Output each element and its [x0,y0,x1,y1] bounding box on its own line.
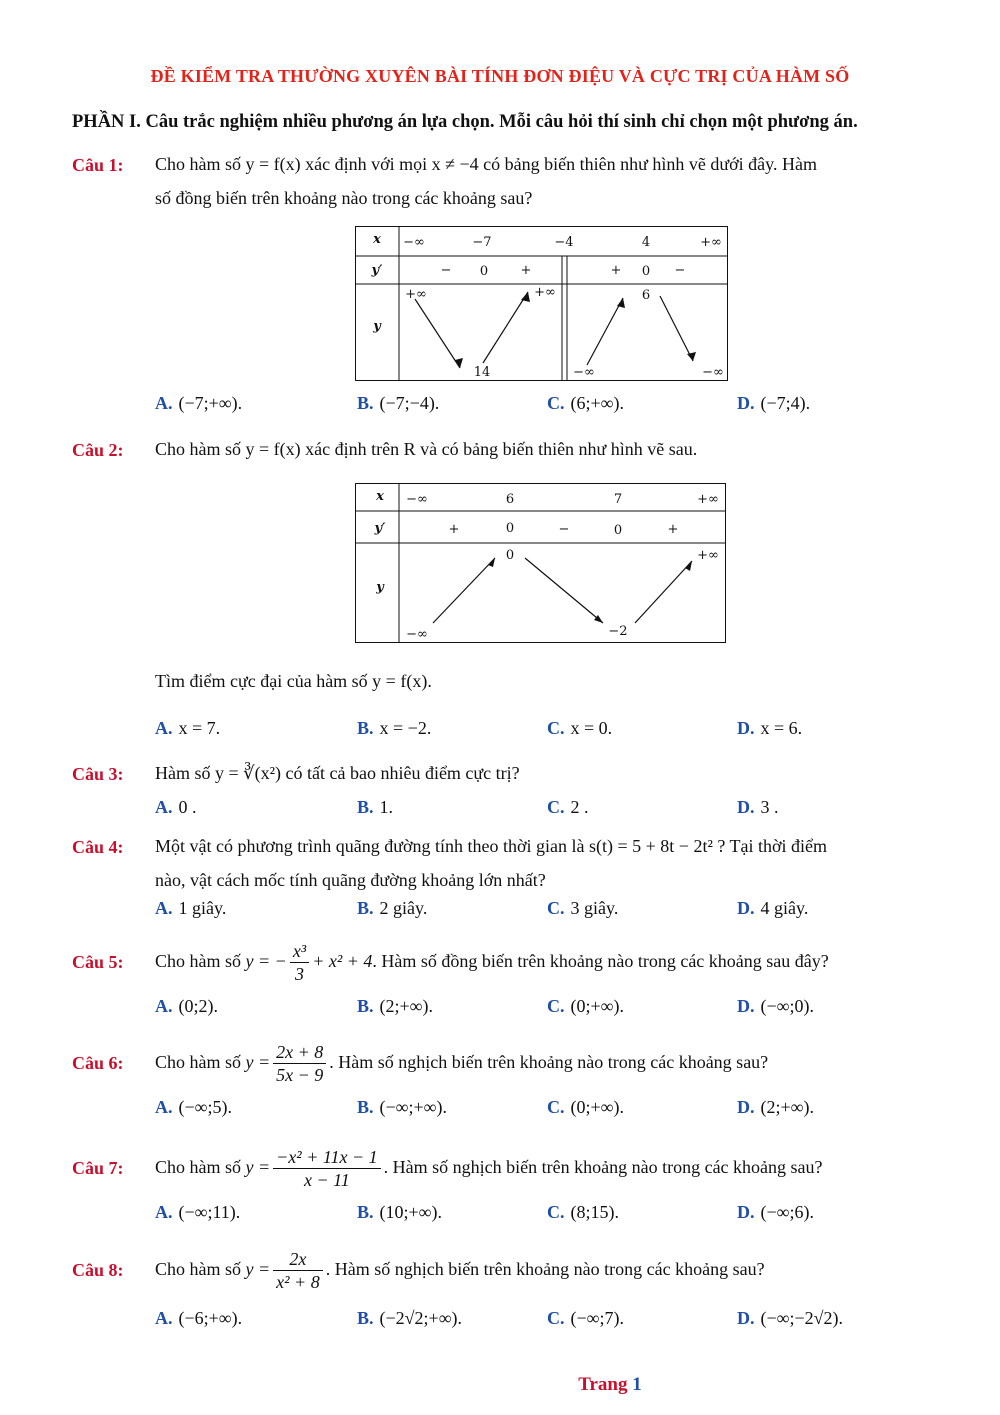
question-6-label: Câu 6: [72,1053,124,1073]
question-5-option-b[interactable] [357,996,433,1017]
option-letter: D. [737,718,755,738]
option-letter: D. [737,393,755,413]
question-5-option-d[interactable] [737,996,814,1017]
sign: + [610,263,622,278]
option-text: (−7;4). [760,393,811,413]
option-text: (−∞;0). [760,996,814,1016]
option-text: (−6;+∞). [178,1308,243,1328]
question-5-text [155,937,935,985]
sign: 0 [641,264,651,279]
question-6-text [155,1038,935,1086]
question-7-option-b[interactable] [357,1202,442,1223]
option-text: (−7;−4). [379,393,440,413]
option-text: 2 giây. [379,898,428,918]
option-letter: D. [737,996,755,1016]
question-8-option-b[interactable] [357,1308,462,1329]
y-value: +∞ [405,287,427,302]
option-letter: B. [357,1097,374,1117]
option-text: (8;15). [570,1202,619,1222]
question-3-text: Hàm số y = ∛(x²) có tất cả bao nhiêu điểm cực trị? [155,763,520,783]
question-3-option-b[interactable] [357,797,393,818]
option-letter: D. [737,1202,755,1222]
option-text: x = 7. [178,718,221,738]
question-4-option-b[interactable] [357,898,427,919]
option-letter: C. [547,996,565,1016]
question-4-option-d[interactable] [737,898,808,919]
option-text: x = 0. [570,718,613,738]
question-6-prompt: . Hàm số nghịch biến trên khoảng nào trong các khoảng sau? [329,1052,769,1072]
y-value: 14 [473,365,491,380]
sign: 0 [613,523,623,538]
option-letter: C. [547,393,565,413]
y-value: 0 [505,548,515,563]
question-1-option-d[interactable] [737,393,810,414]
question-7-option-d[interactable] [737,1202,814,1223]
question-3-option-a[interactable] [155,797,197,818]
y-value: −∞ [573,365,595,380]
option-text: (−∞;−2√2). [760,1308,844,1328]
option-letter: B. [357,1308,374,1328]
fraction-numerator: 2x [273,1248,323,1271]
option-letter: A. [155,718,173,738]
row-label-x: x [376,489,384,504]
y-value: −∞ [406,627,428,642]
y-value: −2 [608,624,628,639]
option-text: (0;+∞). [570,1097,624,1117]
x-value: −7 [472,235,492,250]
fraction-denominator: x − 11 [303,1170,350,1191]
option-text: (0;+∞). [570,996,624,1016]
x-value: −4 [554,235,574,250]
option-letter: B. [357,1202,374,1222]
row-label-y: y [373,319,381,334]
fraction-denominator: x² + 8 [276,1272,320,1293]
formula-fraction [273,1041,326,1086]
option-letter: C. [547,797,565,817]
question-7-prompt: . Hàm số nghịch biến trên khoảng nào trong các khoảng sau? [383,1157,823,1177]
document-title: ĐỀ KIỂM TRA THƯỜNG XUYÊN BÀI TÍNH ĐƠN ĐIỆU VÀ CỰC TRỊ CỦA HÀM SỐ [150,66,850,86]
question-5-intro: Cho hàm số [155,951,242,971]
question-1-option-c[interactable] [547,393,624,414]
option-letter: A. [155,996,173,1016]
option-letter: B. [357,797,374,817]
y-value: −∞ [702,365,724,380]
question-7-intro: Cho hàm số [155,1157,242,1177]
question-2-option-a[interactable] [155,718,220,739]
formula-lhs: y = [245,1052,271,1072]
x-value: 4 [641,235,651,250]
x-value: +∞ [700,235,722,250]
question-6-intro: Cho hàm số [155,1052,242,1072]
question-1-option-b[interactable] [357,393,439,414]
option-letter: D. [737,1308,755,1328]
x-value: 7 [613,492,623,507]
fraction-numerator: x³ [290,940,309,963]
row-label-y-prime: y′ [371,263,383,278]
question-2-text: Cho hàm số y = f(x) xác định trên R và có bảng biến thiên như hình vẽ sau. [155,439,698,459]
y-value: +∞ [697,548,719,563]
option-letter: A. [155,1202,173,1222]
option-letter: D. [737,797,755,817]
question-2-followup: Tìm điểm cực đại của hàm số y = f(x). [155,671,432,691]
question-4-line-1: Một vật có phương trình quãng đường tính theo thời gian là s(t) = 5 + 8t − 2t² ? Tại thời điểm [155,836,828,856]
option-letter: C. [547,898,565,918]
x-value: −∞ [406,492,428,507]
question-2-option-b[interactable] [357,718,431,739]
y-value: +∞ [534,285,556,300]
question-1-option-a[interactable] [155,393,242,414]
option-letter: A. [155,1308,173,1328]
question-6-option-a[interactable] [155,1097,232,1118]
question-2-option-c[interactable] [547,718,612,739]
fraction-numerator: −x² + 11x − 1 [273,1146,380,1169]
question-3-option-c[interactable] [547,797,589,818]
question-5-label: Câu 5: [72,952,124,972]
page-number: 1 [632,1374,642,1395]
option-letter: A. [155,1097,173,1117]
option-text: (2;+∞). [379,996,433,1016]
page-footer [0,1374,1000,1396]
question-1-text [155,147,935,215]
x-value: −∞ [403,235,425,250]
x-value: 6 [505,492,515,507]
option-letter: B. [357,996,374,1016]
fraction-denominator: 3 [295,964,304,985]
question-8-option-d[interactable] [737,1308,843,1329]
option-text: (−∞;7). [570,1308,624,1328]
sign: − [440,263,452,278]
question-1-line-2: số đồng biến trên khoảng nào trong các khoảng sau? [155,188,533,208]
question-8-intro: Cho hàm số [155,1259,242,1279]
option-text: 1. [379,797,394,817]
sign: + [667,522,679,537]
option-text: 2 . [570,797,589,817]
question-8-label: Câu 8: [72,1260,124,1280]
question-1-label: Câu 1: [72,155,124,175]
question-2-option-d[interactable] [737,718,802,739]
question-3-label: Câu 3: [72,764,124,784]
option-letter: D. [737,898,755,918]
question-4-option-a[interactable] [155,898,226,919]
sign: − [674,263,686,278]
option-text: (−2√2;+∞). [379,1308,463,1328]
option-text: (−∞;6). [760,1202,814,1222]
question-2-label: Câu 2: [72,440,124,460]
option-letter: B. [357,718,374,738]
question-7-option-a[interactable] [155,1202,240,1223]
question-8-option-c[interactable] [547,1308,624,1329]
question-7-option-c[interactable] [547,1202,619,1223]
question-1-line-1: Cho hàm số y = f(x) xác định với mọi x ≠ −4 có bảng biến thiên như hình vẽ dưới đây. Hàm [155,154,817,174]
question-1-variation-table [355,226,730,382]
question-4-text [155,829,935,897]
option-text: x = 6. [760,718,803,738]
option-letter: D. [737,1097,755,1117]
question-4-option-c[interactable] [547,898,618,919]
question-5-option-a[interactable] [155,996,218,1017]
fraction-denominator: 5x − 9 [276,1065,324,1086]
option-text: (−∞;5). [178,1097,232,1117]
option-text: 3 . [760,797,779,817]
option-letter: B. [357,393,374,413]
sign: 0 [479,264,489,279]
y-value: 6 [641,288,651,303]
option-letter: A. [155,898,173,918]
formula-lhs: y = [245,1157,271,1177]
option-text: (−7;+∞). [178,393,243,413]
option-text: 3 giây. [570,898,619,918]
question-8-prompt: . Hàm số nghịch biến trên khoảng nào trong các khoảng sau? [325,1259,765,1279]
option-letter: B. [357,898,374,918]
option-text: (−∞;+∞). [379,1097,447,1117]
option-letter: C. [547,1097,565,1117]
question-3-option-d[interactable] [737,797,779,818]
formula-fraction [273,1248,323,1293]
question-4-label: Câu 4: [72,837,124,857]
option-text: (6;+∞). [570,393,624,413]
fraction-numerator: 2x + 8 [273,1041,326,1064]
option-letter: C. [547,718,565,738]
option-text: (−∞;11). [178,1202,241,1222]
formula-rest: + x² + 4 [312,951,373,971]
row-label-y: y [376,580,384,595]
row-label-x: x [373,232,381,247]
question-6-option-d[interactable] [737,1097,814,1118]
formula-lhs: y = − [245,951,287,971]
option-text: 0 . [178,797,197,817]
option-letter: A. [155,797,173,817]
row-label-y-prime: y′ [374,521,386,536]
option-text: (2;+∞). [760,1097,814,1117]
question-8-option-a[interactable] [155,1308,242,1329]
option-letter: A. [155,393,173,413]
option-text: 4 giây. [760,898,809,918]
option-text: 1 giây. [178,898,227,918]
option-letter: C. [547,1202,565,1222]
option-text: (0;2). [178,996,218,1016]
x-value: +∞ [697,492,719,507]
footer-label: Trang [578,1374,628,1395]
question-7-text [155,1143,935,1191]
option-text: x = −2. [379,718,432,738]
section-heading: PHẦN I. Câu trắc nghiệm nhiều phương án lựa chọn. Mỗi câu hỏi thí sinh chỉ chọn một phương án. [72,112,858,132]
formula-lhs: y = [245,1259,271,1279]
question-7-label: Câu 7: [72,1158,124,1178]
sign: − [558,522,570,537]
question-4-line-2: nào, vật cách mốc tính quãng đường khoảng lớn nhất? [155,870,546,890]
sign: + [448,522,460,537]
sign: + [520,263,532,278]
option-text: (10;+∞). [379,1202,442,1222]
sign: 0 [505,521,515,536]
formula-fraction [273,1146,380,1191]
question-2-variation-table [355,483,728,644]
question-6-option-b[interactable] [357,1097,447,1118]
formula-fraction [290,940,309,985]
question-8-text [155,1245,935,1293]
question-5-prompt: . Hàm số đồng biến trên khoảng nào trong các khoảng sau đây? [372,951,829,971]
question-6-option-c[interactable] [547,1097,624,1118]
option-letter: C. [547,1308,565,1328]
question-5-option-c[interactable] [547,996,624,1017]
